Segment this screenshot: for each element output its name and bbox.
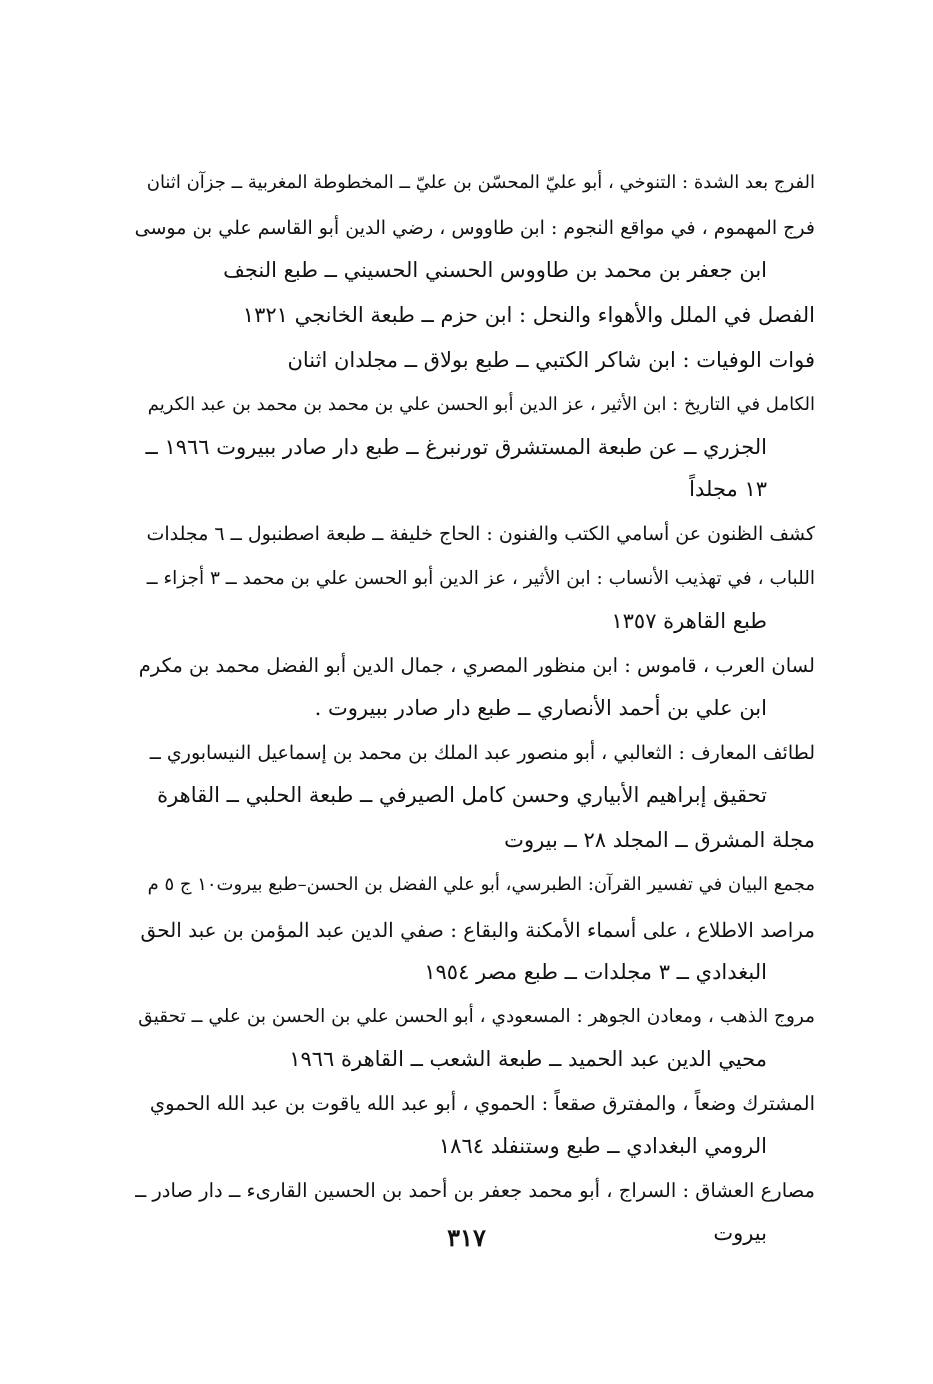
entry-line: مصارع العشاق : السراج ، أبو محمد جعفر بن أحمد بن الحسين القارىء ــ دار صادر ــ (135, 1179, 815, 1202)
bibliography-entry (135, 996, 815, 1080)
entry-line: الكامل في التاريخ : ابن الأثير ، عز الدين أبو الحسن علي بن محمد بن محمد بن عبد الكريم (147, 394, 815, 415)
bibliography-entry (135, 909, 815, 993)
entry-line: مروج الذهب ، ومعادن الجوهر : المسعودي ، أبو الحسن علي بن الحسن بن علي ــ تحقيق (138, 1006, 815, 1027)
entry-line: مجلة المشرق ــ المجلد ٢٨ ــ بيروت (504, 828, 815, 852)
bibliography-entry (135, 819, 815, 861)
entry-continuation-line: ١٣ مجلداً (689, 477, 767, 501)
entry-line: مراصد الاطلاع ، على أسماء الأمكنة والبقاع : صفي الدين عبد المؤمن بن عبد الحق (140, 918, 815, 942)
entry-line: الفرج بعد الشدة : التنوخي ، أبو عليّ المحسّن بن عليّ ــ المخطوطة المغربية ــ جزآن اثنان (146, 172, 815, 193)
entry-line: كشف الظنون عن أسامي الكتب والفنون : الحاج خليفة ــ طبعة اصطنبول ــ ٦ مجلدات (146, 523, 815, 545)
bibliography-entry (135, 513, 815, 555)
bibliography-entry (135, 1083, 815, 1167)
entry-continuation-line: الرومي البغدادي ــ طبع وستنفلد ١٨٦٤ (438, 1134, 767, 1158)
entry-continuation-line: ابن علي بن أحمد الأنصاري ــ طبع دار صادر ببيروت . (314, 696, 767, 720)
bibliography-entry (135, 339, 815, 381)
entry-line: فوات الوفيات : ابن شاكر الكتبي ــ طبع بولاق ــ مجلدان اثنان (287, 348, 815, 372)
entry-continuation-line: بيروت (713, 1221, 767, 1245)
entry-continuation-line: الجزري ــ عن طبعة المستشرق تورنبرغ ــ طبع دار صادر ببيروت ١٩٦٦ ــ (145, 435, 767, 459)
bibliography-entry (135, 558, 815, 642)
entry-continuation-line: البغدادي ــ ٣ مجلدات ــ طبع مصر ١٩٥٤ (424, 960, 767, 984)
bibliography-entry (135, 294, 815, 336)
entry-line: المشترك وضعاً ، والمفترق صقعاً : الحموي ، أبو عبد الله ياقوت بن عبد الله الحموي (149, 1092, 815, 1115)
page-number: ٣١٧ (447, 1223, 486, 1252)
entry-continuation-line: طبع القاهرة ١٣٥٧ (611, 609, 767, 633)
entry-line: الفصل في الملل والأهواء والنحل : ابن حزم ــ طبعة الخانجي ١٣٢١ (242, 303, 815, 327)
entry-line: مجمع البيان في تفسير القرآن: الطبرسي، أبو علي الفضل بن الحسن–طبع بيروت١٠ ج ٥ م (147, 874, 815, 895)
entry-continuation-line: ابن جعفر بن محمد بن طاووس الحسني الحسيني ــ طبع النجف (223, 258, 767, 282)
bibliography-entry (135, 384, 815, 510)
entry-continuation-line: محيي الدين عبد الحميد ــ طبعة الشعب ــ القاهرة ١٩٦٦ (289, 1047, 767, 1071)
entry-continuation-line: تحقيق إبراهيم الأبياري وحسن كامل الصيرفي ــ طبعة الحلبي ــ القاهرة (157, 783, 767, 807)
entry-line: لسان العرب ، قاموس : ابن منظور المصري ، جمال الدين أبو الفضل محمد بن مكرم (138, 654, 815, 677)
bibliography-entry (135, 732, 815, 816)
bibliography-list (135, 162, 815, 1257)
bibliography-entry (135, 207, 815, 291)
entry-line: اللباب ، في تهذيب الأنساب : ابن الأثير ، عز الدين أبو الحسن علي بن محمد ــ ٣ أجزاء ــ (146, 568, 815, 589)
entry-line: فرج المهموم ، في مواقع النجوم : ابن طاووس ، رضي الدين أبو القاسم علي بن موسى (135, 217, 815, 239)
bibliography-entry (135, 864, 815, 906)
entry-line: لطائف المعارف : الثعالبي ، أبو منصور عبد الملك بن محمد بن إسماعيل النيسابوري ــ (149, 742, 815, 764)
bibliography-entry (135, 162, 815, 204)
bibliography-entry (135, 645, 815, 729)
